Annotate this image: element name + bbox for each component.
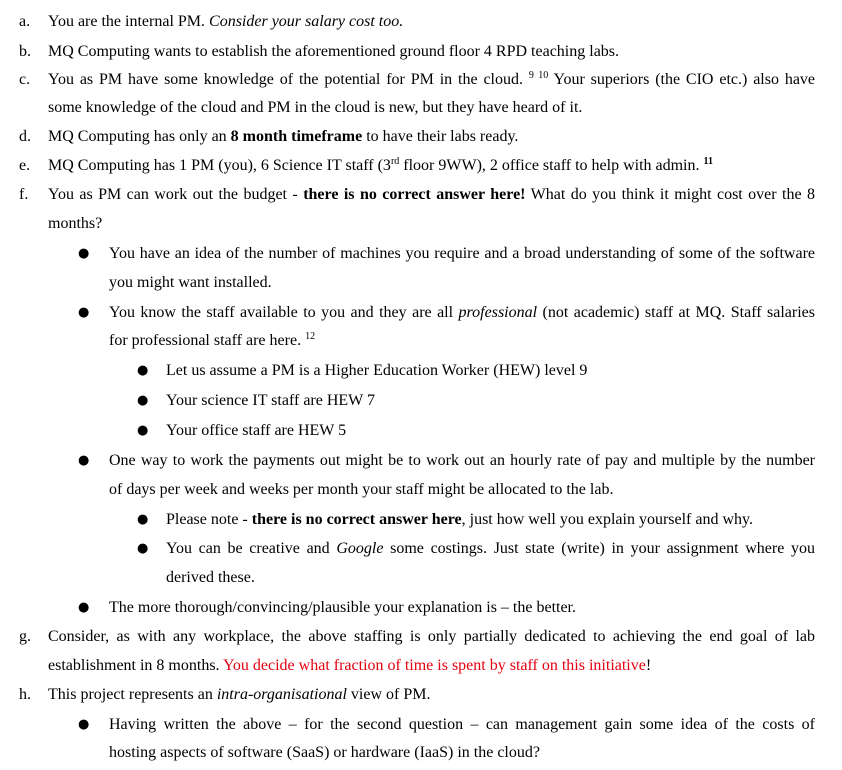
item-f-bullet-2-sub-1: Let us assume a PM is a Higher Education Worker (HEW) level 9 xyxy=(166,362,588,379)
item-e-ordinal: rd xyxy=(390,156,400,167)
item-g-line-2 xyxy=(48,656,651,676)
item-f-bullet-1-line-2: you might want installed. xyxy=(109,274,272,291)
bullet-icon: ● xyxy=(78,246,90,261)
item-g-marker: g. xyxy=(19,628,31,645)
item-g-line-2-text: establishment in 8 months. xyxy=(48,657,223,674)
item-f-bullet-2-text-3: (not academic) staff at MQ. Staff salaries xyxy=(537,304,815,321)
item-c-marker: c. xyxy=(19,71,31,88)
item-c-line-1 xyxy=(48,70,815,90)
item-f-bullet-3-sub-2-line-1 xyxy=(166,539,815,559)
item-g-line-2-end: ! xyxy=(645,657,652,674)
item-h-text xyxy=(48,685,430,705)
item-e-text xyxy=(48,156,713,176)
item-f-bullet-2-sub-2: Your science IT staff are HEW 7 xyxy=(166,392,375,409)
item-a-text xyxy=(48,12,403,32)
item-b-text: MQ Computing wants to establish the aforementioned ground floor 4 RPD teaching labs. xyxy=(48,43,620,60)
item-f-line-1 xyxy=(48,185,815,205)
item-h-intra-org: intra-organisational xyxy=(216,686,347,703)
item-g-line-1: Consider, as with any workplace, the above staffing is only partially dedicated to achieving the end goal of lab xyxy=(48,628,815,645)
item-f-bullet-2-professional: professional xyxy=(458,304,538,321)
item-f-bullet-3-line-1: One way to work the payments out might be to work out an hourly rate of pay and multiple by the number xyxy=(109,452,815,469)
item-f-bullet-2-sub-3: Your office staff are HEW 5 xyxy=(166,422,347,439)
bullet-icon: ● xyxy=(78,453,90,468)
item-a-marker: a. xyxy=(19,13,31,30)
item-f-bullet-3-line-2: of days per week and weeks per month your staff might be allocated to the lab. xyxy=(109,481,614,498)
item-d-text-3: to have their labs ready. xyxy=(362,128,519,145)
item-f-bullet-2-line-1 xyxy=(109,303,815,323)
item-e-text-2: floor 9WW), 2 office staff to help with admin. xyxy=(399,157,700,174)
item-f-bullet-2-line-2 xyxy=(109,331,315,351)
item-e-marker: e. xyxy=(19,157,31,174)
item-c-text-1: You as PM have some knowledge of the potential for PM in the cloud. xyxy=(48,71,523,88)
item-d-text-1: MQ Computing has only an xyxy=(48,128,231,145)
item-f-bullet-3-sub-2-line-2: derived these. xyxy=(166,569,255,586)
item-e-text-1: MQ Computing has 1 PM (you), 6 Science IT staff (3 xyxy=(48,157,391,174)
bullet-icon: ● xyxy=(137,423,149,438)
item-h-marker: h. xyxy=(19,686,31,703)
item-h-text-1: This project represents an xyxy=(48,686,217,703)
bullet-icon: ● xyxy=(78,600,90,615)
item-g-highlight: You decide what fraction of time is spent by staff on this initiative xyxy=(222,657,646,674)
item-f-bullet-4: The more thorough/convincing/plausible your explanation is – the better. xyxy=(109,599,576,616)
item-f-bullet-3-sub-2-text-3: some costings. Just state (write) in your assignment where you xyxy=(383,540,815,557)
item-f-bullet-3-sub-1 xyxy=(166,510,753,530)
item-h-bullet-1-line-1: Having written the above – for the second question – can management gain some idea of the costs of xyxy=(109,716,815,733)
item-d-timeframe: 8 month timeframe xyxy=(230,128,363,145)
item-f-bullet-2-text-4: for professional staff are here. xyxy=(109,332,302,349)
item-f-bullet-3-sub-1-text-1: Please note - xyxy=(166,511,252,528)
item-f-text-1: You as PM can work out the budget - xyxy=(48,186,304,203)
item-e-footnote: 11 xyxy=(703,156,713,167)
item-c-text-2: Your superiors (the CIO etc.) also have xyxy=(553,71,815,88)
bullet-icon: ● xyxy=(137,363,149,378)
item-c-footnote: 9 10 xyxy=(528,70,549,81)
item-f-bullet-3-sub-1-bold: there is no correct answer here xyxy=(251,511,462,528)
item-f-bullet-3-sub-2-text-1: You can be creative and xyxy=(166,540,337,557)
item-h-bullet-1-line-2: hosting aspects of software (SaaS) or hardware (IaaS) in the cloud? xyxy=(109,744,540,761)
item-f-no-correct-answer: there is no correct answer here! xyxy=(303,186,526,203)
item-b-marker: b. xyxy=(19,43,31,60)
item-f-marker: f. xyxy=(19,186,29,203)
item-d-marker: d. xyxy=(19,128,31,145)
item-c-line-2: some knowledge of the cloud and PM in the cloud is new, but they have heard of it. xyxy=(48,99,583,116)
item-h-text-3: view of PM. xyxy=(346,686,431,703)
bullet-icon: ● xyxy=(78,717,90,732)
bullet-icon: ● xyxy=(78,305,90,320)
item-a-salary-note: Consider your salary cost too. xyxy=(209,13,404,30)
item-a-text-1: You are the internal PM. xyxy=(48,13,210,30)
item-d-text xyxy=(48,127,518,147)
item-f-text-3: What do you think it might cost over the 8 xyxy=(525,186,815,203)
item-f-bullet-3-sub-1-text-3: , just how well you explain yourself and why. xyxy=(461,511,753,528)
item-f-bullet-1-line-1: You have an idea of the number of machines you require and a broad understanding of some of the software xyxy=(109,245,815,262)
bullet-icon: ● xyxy=(137,512,149,527)
bullet-icon: ● xyxy=(137,393,149,408)
bullet-icon: ● xyxy=(137,541,149,556)
item-f-line-2: months? xyxy=(48,215,103,232)
item-f-bullet-2-text-1: You know the staff available to you and they are all xyxy=(109,304,459,321)
item-f-bullet-2-footnote: 12 xyxy=(305,331,316,342)
item-f-bullet-3-sub-2-google: Google xyxy=(336,540,384,557)
